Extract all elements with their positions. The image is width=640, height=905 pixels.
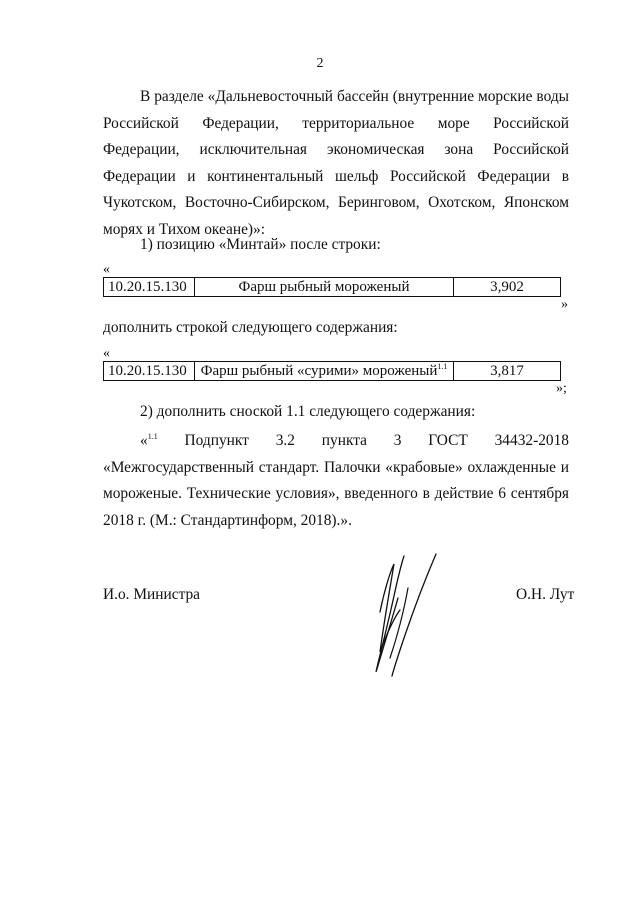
open-quote-2: « — [103, 346, 110, 361]
table-cell-name: Фарш рыбный мороженый — [195, 278, 454, 297]
item-2-text: 2) дополнить сноской 1.1 следующего содержания: — [140, 403, 476, 420]
signature-stroke-3 — [392, 554, 436, 676]
footnote-marker: 1.1 — [437, 361, 448, 371]
supplement-text: дополнить строкой следующего содержания: — [103, 319, 398, 336]
table-cell-value: 3,902 — [454, 278, 561, 297]
table-row — [104, 278, 561, 297]
table-cell-name — [195, 362, 454, 381]
signatory-name: О.Н. Лут — [516, 586, 575, 603]
signatory-title: И.о. Министра — [103, 586, 201, 603]
table-cell-code: 10.20.15.130 — [104, 362, 195, 381]
footnote-number: 1.1 — [147, 431, 158, 441]
footnote-paragraph — [103, 428, 569, 534]
table-cell-code: 10.20.15.130 — [104, 278, 195, 297]
open-quote-1: « — [103, 262, 110, 277]
item-1-text: 1) позицию «Минтай» после строки: — [140, 236, 381, 253]
page-number: 2 — [316, 56, 324, 71]
product-table-2 — [103, 361, 561, 381]
table-cell-name-text: Фарш рыбный «сурими» мороженый — [200, 362, 438, 379]
signature-stroke-2 — [380, 564, 400, 652]
close-quote-2: »; — [556, 381, 567, 396]
product-table-1 — [103, 277, 561, 297]
footnote-text: Подпункт 3.2 пункта 3 ГОСТ 34432-2018 «Межгосударственный стандарт. Палочки «крабовые» охлажденные и мороженые. Технические условия», введенного в действие 6 сентября 2018 г. (М.: Стандартинформ, 2018).». — [103, 432, 569, 529]
close-quote-1: » — [561, 297, 568, 312]
footnote-open-quote: « — [140, 432, 148, 449]
intro-paragraph: В разделе «Дальневосточный бассейн (внутренние морские воды Российской Федерации, территориальное море Российской Федерации, исключительная экономическая зона Российской Федерации и континентальный шельф Российской Федерации в Чукотском, Восточно-Сибирском, Беринговом, Охотском, Японском морях и Тихом океане)»: — [103, 88, 569, 238]
table-row — [104, 362, 561, 381]
table-cell-value: 3,817 — [454, 362, 561, 381]
handwritten-signature — [368, 552, 446, 678]
